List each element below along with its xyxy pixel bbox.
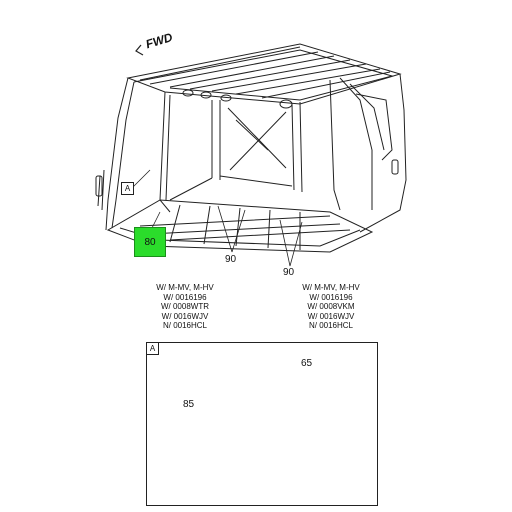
view-marker-a: A [121, 182, 134, 195]
detail-view-label: A [146, 342, 159, 355]
callout-85: 85 [183, 399, 195, 410]
detail-view-frame [146, 342, 378, 506]
callout-90-right: 90 [283, 267, 295, 278]
callout-90-left: 90 [225, 254, 237, 265]
variant-notes-left: W/ M-MV, M-HV W/ 0016196 W/ 0008WTR W/ 0016WJV N/ 0016HCL [156, 283, 214, 330]
callout-80-highlighted[interactable]: 80 [134, 227, 166, 257]
callout-65: 65 [301, 358, 313, 369]
variant-notes-right: W/ M-MV, M-HV W/ 0016196 W/ 0008VKM W/ 0016WJV N/ 0016HCL [302, 283, 360, 330]
fwd-label: FWD [144, 30, 175, 52]
